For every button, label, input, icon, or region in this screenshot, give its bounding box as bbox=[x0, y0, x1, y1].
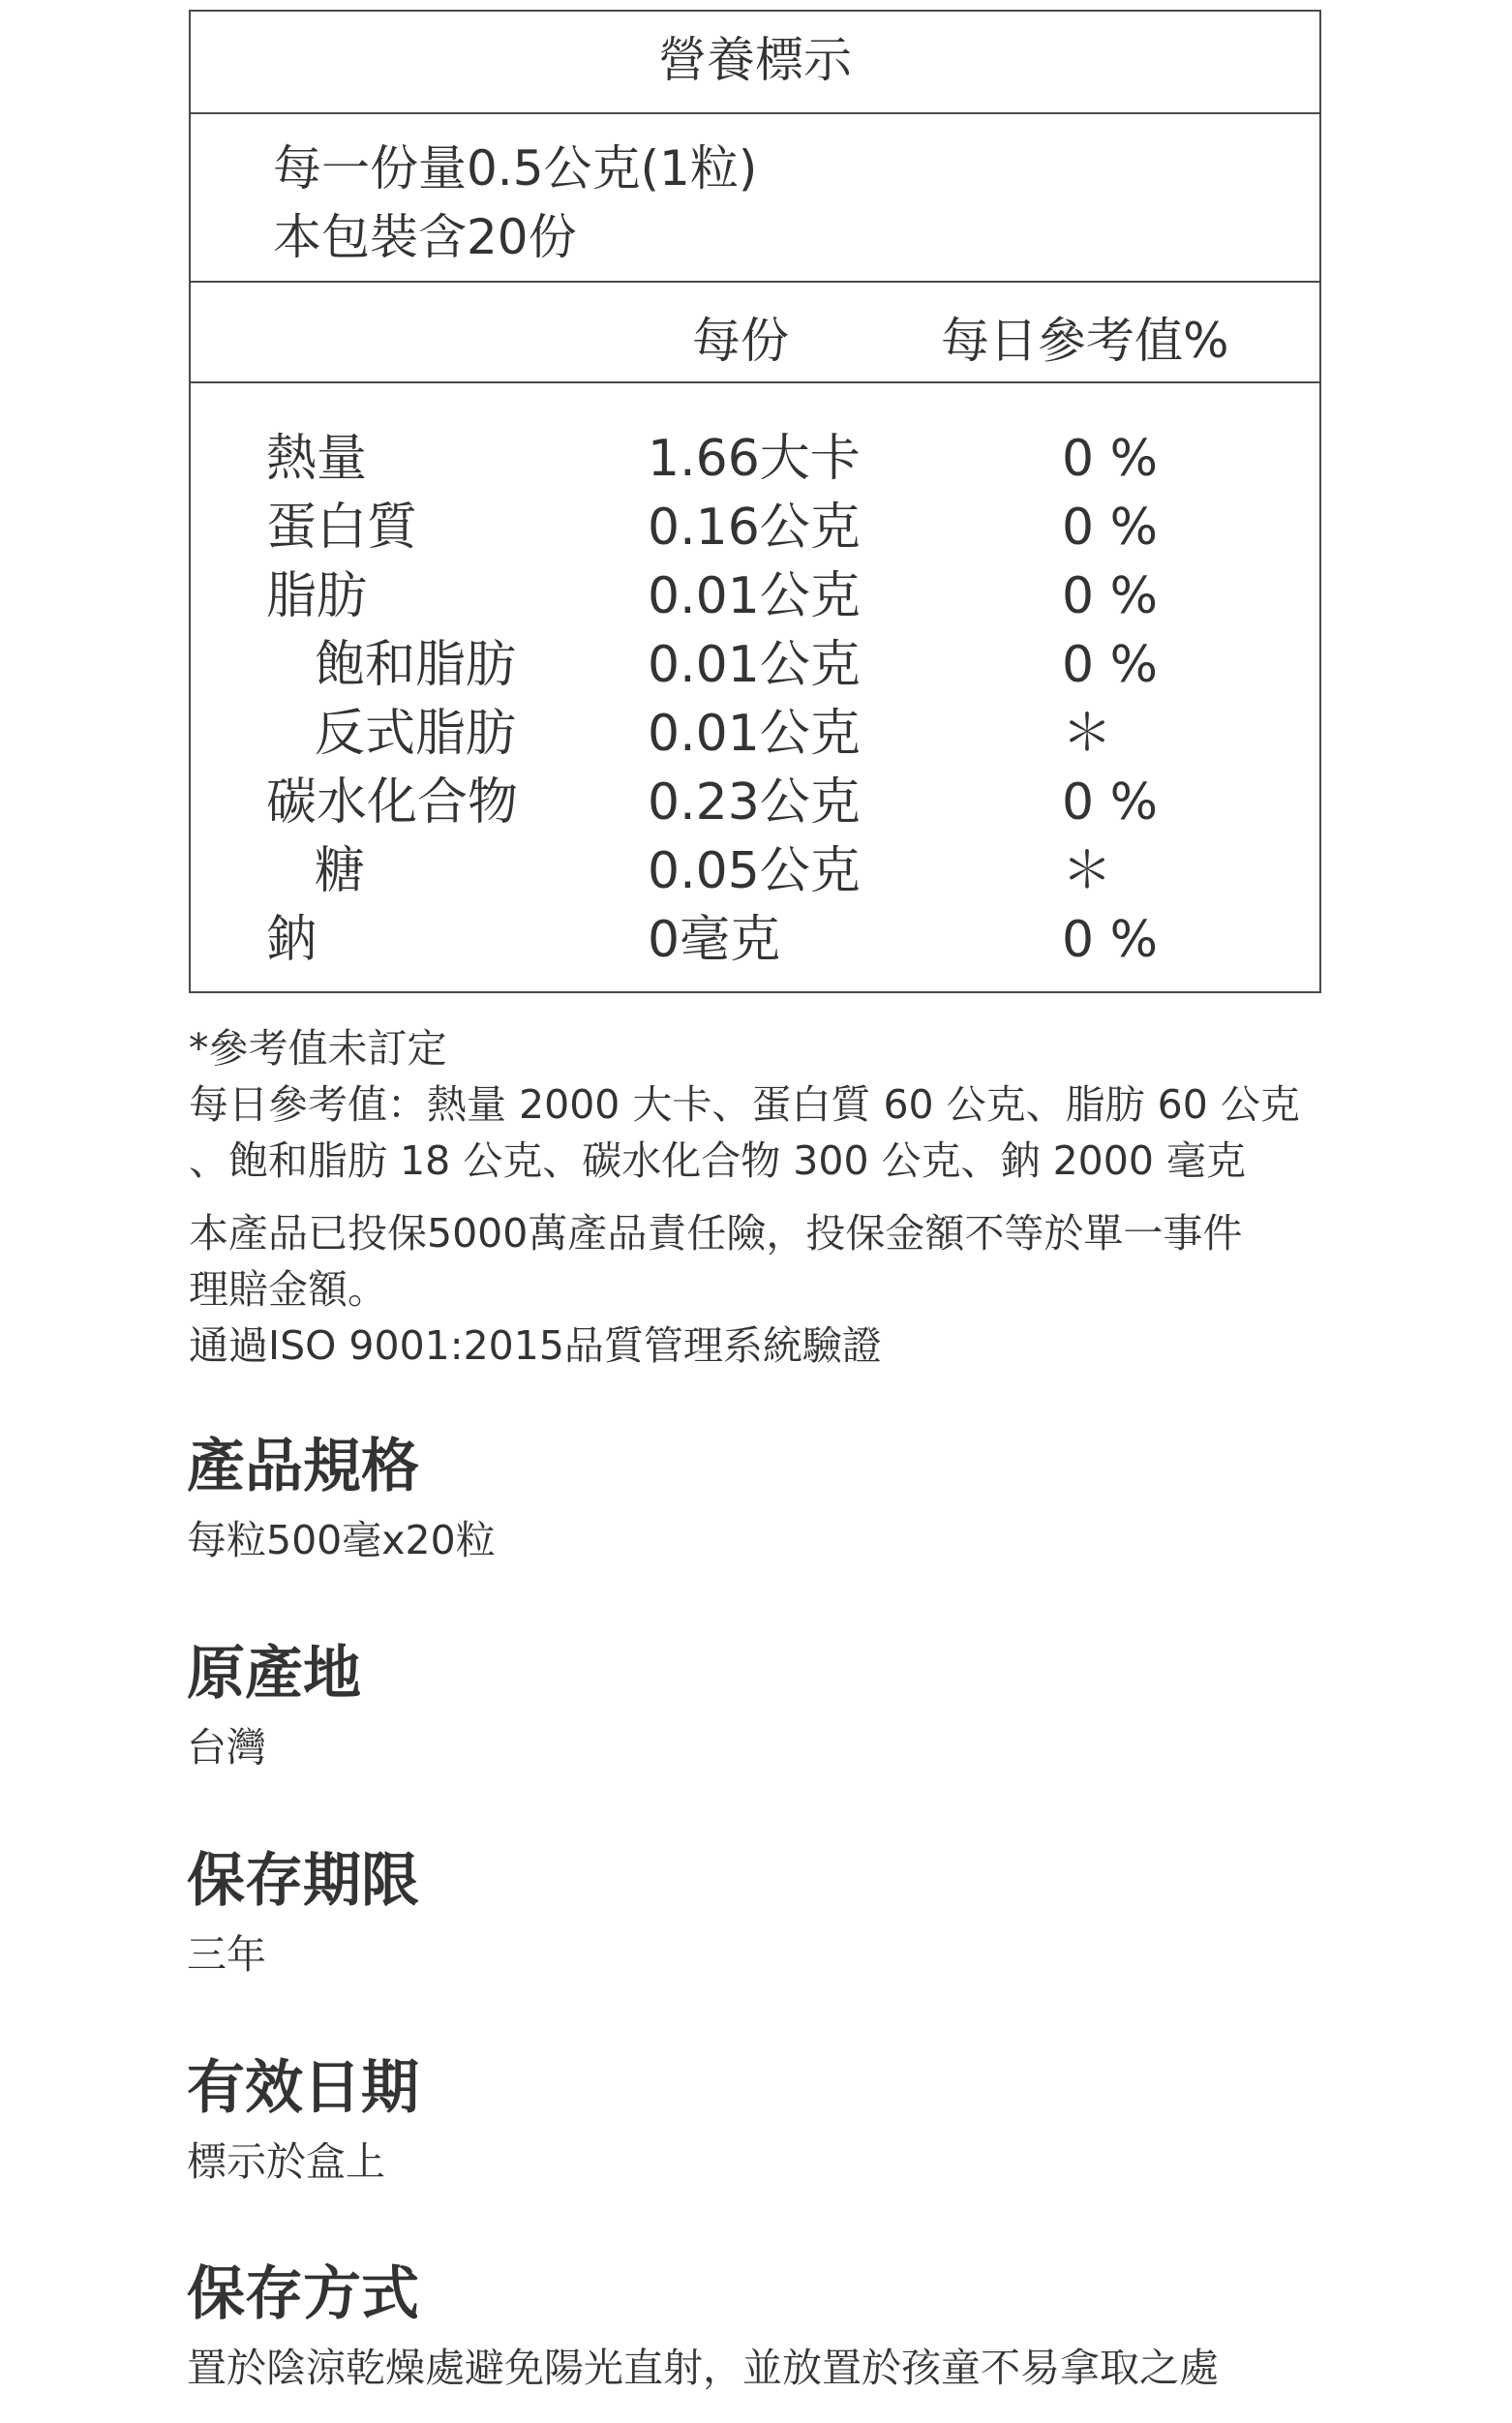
section-value: 台灣 bbox=[187, 1724, 266, 1771]
product-spec-section bbox=[187, 1428, 496, 1569]
nutrient-daily-value: ＊ bbox=[1062, 705, 1113, 763]
nutrient-daily-value: 0 % bbox=[1062, 430, 1159, 488]
divider bbox=[191, 381, 1319, 383]
section-heading: 有效日期 bbox=[187, 2054, 419, 2122]
origin-section bbox=[187, 1635, 361, 1776]
nutrient-amount: 0.05公克 bbox=[648, 842, 861, 900]
nutrient-amount: 0毫克 bbox=[648, 911, 781, 969]
nutrient-daily-value: 0 % bbox=[1062, 499, 1159, 557]
nutrient-row bbox=[191, 837, 1319, 906]
servings-per-package: 本包裝含20份 bbox=[273, 209, 577, 265]
nutrient-amount: 0.01公克 bbox=[648, 636, 861, 694]
storage-section bbox=[187, 2256, 1219, 2397]
nutrient-amount: 0.23公克 bbox=[648, 773, 861, 832]
nutrient-amount: 1.66大卡 bbox=[648, 430, 861, 488]
nutrient-row bbox=[191, 494, 1319, 562]
nutrient-name: 糖 bbox=[315, 842, 366, 900]
section-heading: 產品規格 bbox=[187, 1433, 419, 1500]
nutrient-row bbox=[191, 700, 1319, 769]
nutrient-daily-value: 0 % bbox=[1062, 636, 1159, 694]
footnote: *參考值未訂定 bbox=[189, 1025, 447, 1072]
nutrient-name: 鈉 bbox=[266, 911, 318, 969]
section-value: 每粒500毫x20粒 bbox=[187, 1517, 496, 1563]
column-header-per-serving: 每份 bbox=[692, 313, 789, 369]
insurance-text: 理賠金額。 bbox=[189, 1266, 387, 1313]
nutrient-row bbox=[191, 906, 1319, 975]
nutrient-name: 蛋白質 bbox=[266, 499, 418, 557]
section-heading: 原產地 bbox=[187, 1640, 361, 1708]
nutrient-name: 脂肪 bbox=[266, 567, 368, 625]
section-heading: 保存方式 bbox=[187, 2260, 419, 2328]
expiry-section bbox=[187, 2049, 419, 2191]
nutrition-facts-table bbox=[189, 10, 1321, 993]
nutrient-name: 飽和脂肪 bbox=[315, 636, 517, 694]
nutrient-daily-value: 0 % bbox=[1062, 773, 1159, 832]
divider bbox=[191, 281, 1319, 283]
divider bbox=[191, 112, 1319, 114]
nutrient-name: 碳水化合物 bbox=[266, 773, 519, 832]
nutrient-row bbox=[191, 769, 1319, 837]
nutrient-row bbox=[191, 631, 1319, 700]
reference-values-line: 每日參考值：熱量 2000 大卡、蛋白質 60 公克、脂肪 60 公克 bbox=[189, 1081, 1300, 1128]
section-value: 標示於盒上 bbox=[187, 2138, 385, 2185]
shelf-life-section bbox=[187, 1842, 419, 1984]
nutrient-row bbox=[191, 562, 1319, 631]
column-header-daily-value: 每日參考值% bbox=[941, 313, 1229, 369]
section-value: 三年 bbox=[187, 1931, 266, 1978]
nutrient-name: 熱量 bbox=[266, 430, 368, 488]
insurance-text: 本產品已投保5000萬產品責任險，投保金額不等於單一事件 bbox=[189, 1210, 1243, 1257]
nutrient-name: 反式脂肪 bbox=[315, 705, 517, 763]
nutrient-row bbox=[191, 425, 1319, 494]
nutrient-amount: 0.01公克 bbox=[648, 705, 861, 763]
certification-text: 通過ISO 9001:2015品質管理系統驗證 bbox=[189, 1322, 882, 1369]
nutrient-amount: 0.16公克 bbox=[648, 499, 861, 557]
table-title: 營養標示 bbox=[658, 32, 852, 88]
nutrient-amount: 0.01公克 bbox=[648, 567, 861, 625]
section-value: 置於陰涼乾燥處避免陽光直射，並放置於孩童不易拿取之處 bbox=[187, 2345, 1219, 2391]
nutrient-daily-value: 0 % bbox=[1062, 567, 1159, 625]
nutrient-daily-value: 0 % bbox=[1062, 911, 1159, 969]
section-heading: 保存期限 bbox=[187, 1847, 419, 1915]
serving-size: 每一份量0.5公克(1粒) bbox=[273, 140, 758, 197]
nutrient-daily-value: ＊ bbox=[1062, 842, 1113, 900]
insurance-notes bbox=[189, 1205, 1331, 1374]
table-notes bbox=[189, 1020, 1331, 1189]
reference-values-line: 、飽和脂肪 18 公克、碳水化合物 300 公克、鈉 2000 毫克 bbox=[189, 1137, 1246, 1184]
